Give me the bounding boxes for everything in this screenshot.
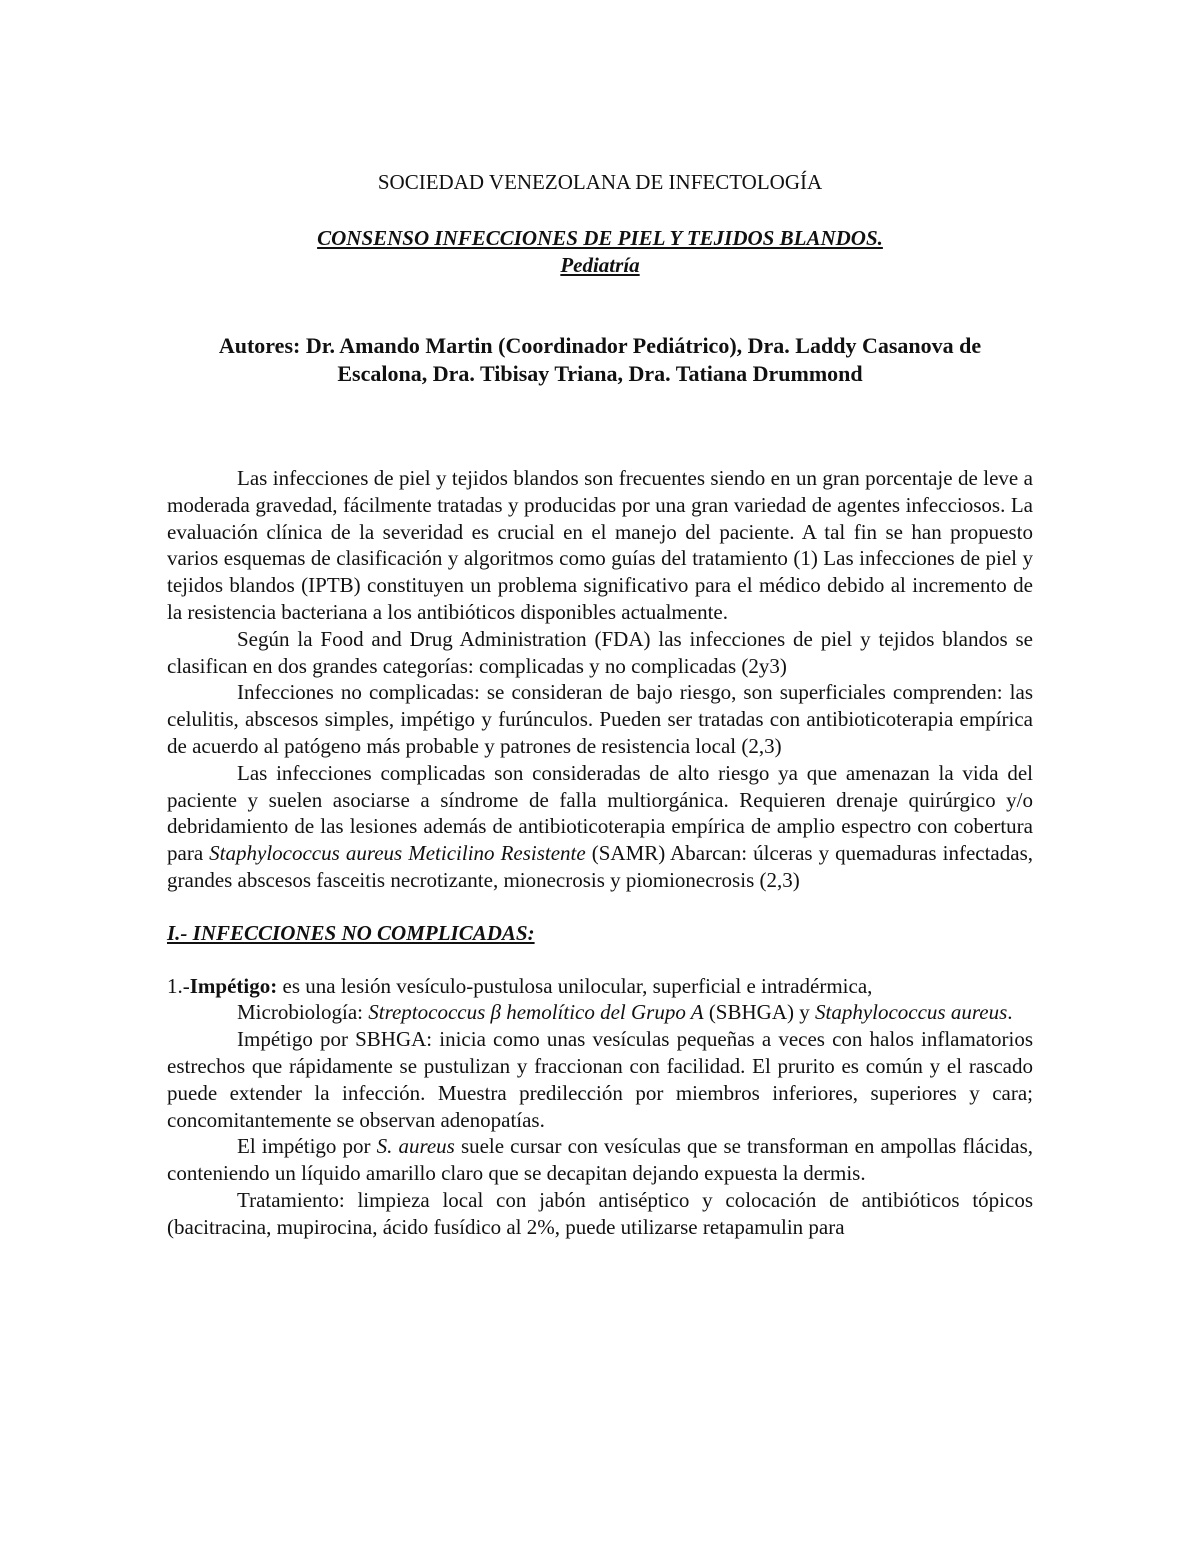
- micro-label: Microbiología:: [237, 1000, 369, 1025]
- authors-line-2: Escalona, Dra. Tibisay Triana, Dra. Tatiana Drummond: [337, 361, 863, 386]
- microbiology-paragraph: [167, 999, 1033, 1026]
- intro-p4-text-a: Las infecciones complicadas son consideradas de alto riesgo ya que amenazan la vida del paciente y suelen asociarse a síndrome de falla multiorgánica. Requieren drenaje quirúrgico y/o debridamiento de las lesiones además de antibioticoterapia empírica de amplio espectro con cobertura para: [167, 760, 1033, 866]
- document-body: [167, 465, 1033, 1241]
- item-title: Impétigo:: [189, 973, 278, 998]
- organization-heading: SOCIEDAD VENEZOLANA DE INFECTOLOGÍA: [377, 170, 823, 194]
- intro-paragraph-2: Según la Food and Drug Administration (FDA) las infecciones de piel y tejidos blandos se clasifican en dos grandes categorías: complicadas y no complicadas (2y3): [167, 626, 1033, 678]
- intro-paragraph-4: [167, 760, 1033, 894]
- document-title: CONSENSO INFECCIONES DE PIEL Y TEJIDOS BLANDOS.: [317, 226, 883, 250]
- intro-p4-text-b: (SAMR) Abarcan: úlceras y quemaduras infectadas, grandes abscesos fasceitis necrotizante, mionecrosis y piomionecrosis (2,3): [167, 841, 1033, 892]
- impetigo-definition: [167, 973, 1033, 1000]
- micro-organism-1: Streptococcus β hemolítico del Grupo A: [368, 1000, 704, 1025]
- intro-paragraph-1: Las infecciones de piel y tejidos blandos son frecuentes siendo en un gran porcentaje de leve a moderada gravedad, fácilmente tratadas y producidas por una gran variedad de agentes infecciosos. La evaluación clínica de la severidad es crucial en el manejo del paciente. A tal fin se han propuesto varios esquemas de clasificación y algoritmos como guías del tratamiento (1) Las infecciones de piel y tejidos blandos (IPTB) constituyen un problema significativo para el médico debido al incremento de la resistencia bacteriana a los antibióticos disponibles actualmente.: [167, 466, 1033, 624]
- aureus-text-a: El impétigo por: [237, 1134, 377, 1159]
- intro-paragraph-3: Infecciones no complicadas: se consideran de bajo riesgo, son superficiales comprenden: las celulitis, abscesos simples, impétigo y furúnculos. Pueden ser tratadas con antibioticoterapia empírica de acuerdo al patógeno más probable y patrones de resistencia local (2,3): [167, 680, 1033, 758]
- section-heading-no-complicadas: I.- INFECCIONES NO COMPLICADAS:: [167, 920, 535, 945]
- intro-p4-organism: Staphylococcus aureus Meticilino Resistente: [209, 841, 586, 866]
- authors-line-1: Autores: Dr. Amando Martin (Coordinador Pediátrico), Dra. Laddy Casanova de: [218, 333, 982, 358]
- aureus-text-b: suele cursar con vesículas que se transforman en ampollas flácidas, conteniendo un líquido amarillo claro que se decapitan dejando expuesta la dermis.: [167, 1134, 1033, 1186]
- sbhga-paragraph: Impétigo por SBHGA: inicia como unas vesículas pequeñas a veces con halos inflamatorios estrechos que rápidamente se pustulizan y fraccionan con facilidad. El prurito es común y el rascado puede extender la infección. Muestra predilección por miembros inferiores, superiores y cara; concomitantemente se observan adenopatías.: [167, 1027, 1033, 1132]
- item-text: es una lesión vesículo-pustulosa unilocular, superficial e intradérmica,: [277, 973, 873, 998]
- micro-end: .: [1007, 1000, 1013, 1025]
- document-subtitle: Pediatría: [560, 253, 640, 277]
- authors-block: [160, 332, 1040, 388]
- item-number: 1.-: [167, 973, 190, 998]
- aureus-organism: S. aureus: [376, 1134, 455, 1159]
- micro-organism-2: Staphylococcus aureus: [814, 1000, 1008, 1025]
- aureus-paragraph: [167, 1133, 1033, 1187]
- micro-mid: (SBHGA) y: [703, 1000, 815, 1025]
- treatment-paragraph: Tratamiento: limpieza local con jabón antiséptico y colocación de antibióticos tópicos (bacitracina, mupirocina, ácido fusídico al 2%, puede utilizarse retapamulin para: [167, 1187, 1033, 1239]
